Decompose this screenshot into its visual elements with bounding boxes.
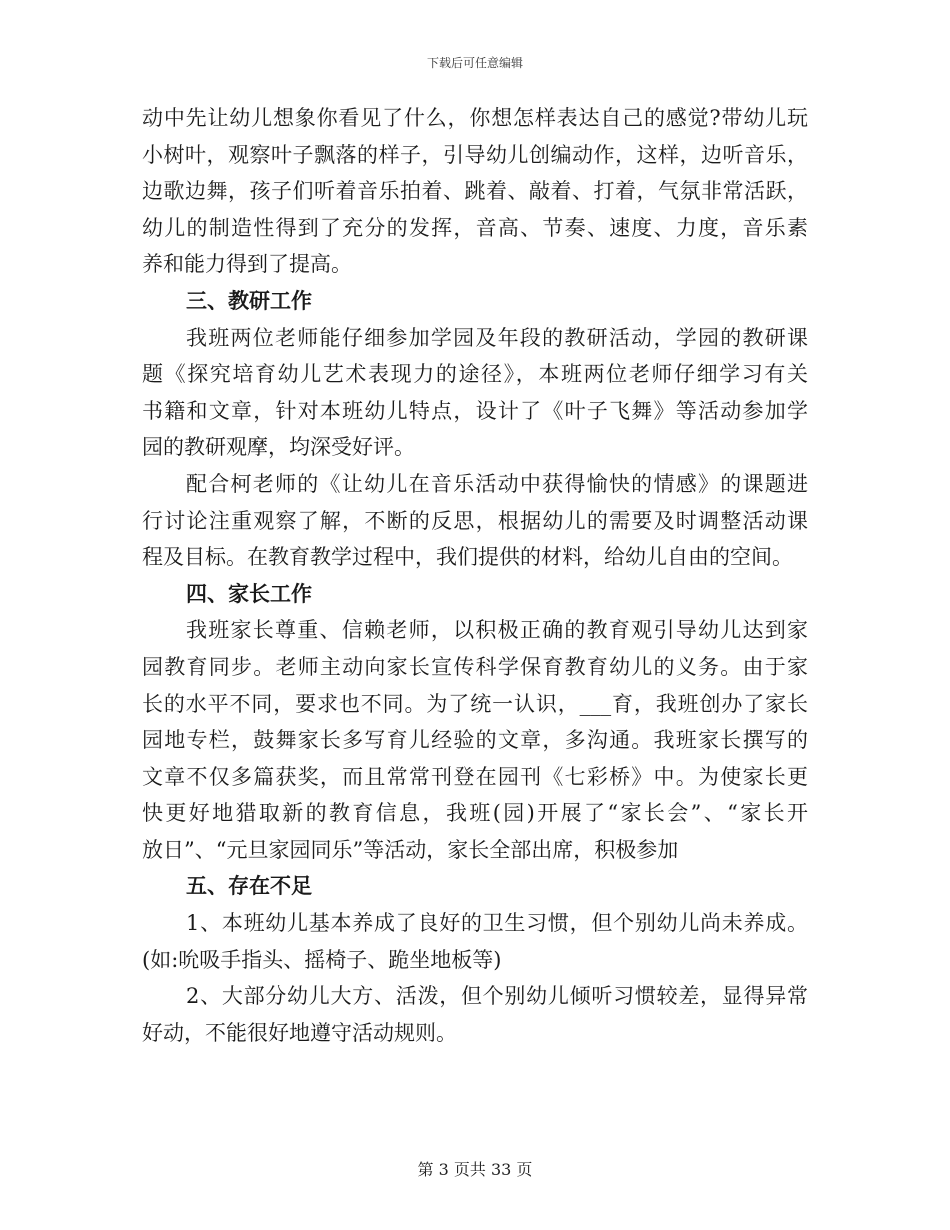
body-line: 幼儿的制造性得到了充分的发挥，音高、节奏、速度、力度，音乐素 — [142, 215, 808, 240]
body-line: 配合柯老师的《让幼儿在音乐活动中获得愉快的情感》的课题进 — [186, 471, 808, 496]
body-line: 好动，不能很好地遵守活动规则。 — [142, 1020, 457, 1045]
body-line: 题《探究培育幼儿艺术表现力的途径》，本班两位老师仔细学习有关 — [142, 362, 808, 387]
body-line: (如:吮吸手指头、摇椅子、跪坐地板等) — [142, 947, 502, 972]
body-line: 边歌边舞，孩子们听着音乐拍着、跳着、敲着、打着，气氛非常活跃， — [142, 179, 808, 204]
body-line: 我班家长尊重、信赖老师，以积极正确的教育观引导幼儿达到家 — [186, 618, 808, 643]
section-heading: 三、教研工作 — [186, 287, 312, 313]
section-heading: 五、存在不足 — [186, 873, 312, 899]
body-line: 行讨论注重观察了解，不断的反思，根据幼儿的需要及时调整活动课 — [142, 508, 808, 533]
document-body — [142, 100, 808, 1051]
body-line: 动中先让幼儿想象你看见了什么，你想怎样表达自己的感觉?带幼儿玩 — [142, 106, 808, 130]
body-line: 书籍和文章，针对本班幼儿特点，设计了《叶子飞舞》等活动参加学 — [142, 398, 808, 423]
body-line: 文章不仅多篇获奖，而且常常刊登在园刊《七彩桥》中。为使家长更 — [142, 764, 808, 789]
body-line: 园的教研观摩，均深受好评。 — [142, 435, 415, 460]
body-line: 放日”、“元旦家园同乐”等活动，家长全部出席，积极参加 — [142, 837, 679, 862]
page-number: 第 3 页共 33 页 — [417, 1160, 533, 1179]
body-line: 长的水平不同，要求也不同。为了统一认识，___育，我班创办了家长 — [142, 691, 808, 716]
page-header-note: 下载后可任意编辑 — [426, 56, 523, 70]
body-line: 园地专栏，鼓舞家长多写育儿经验的文章，多沟通。我班家长撰写的 — [142, 728, 808, 753]
body-line: 我班两位老师能仔细参加学园及年段的教研活动，学园的教研课 — [186, 325, 808, 350]
body-line: 养和能力得到了提高。 — [142, 252, 352, 277]
body-line: 1、本班幼儿基本养成了良好的卫生习惯，但个别幼儿尚未养成。 — [186, 911, 808, 936]
body-line: 小树叶，观察叶子飘落的样子，引导幼儿创编动作，这样，边听音乐， — [142, 142, 808, 167]
section-heading: 四、家长工作 — [186, 580, 312, 606]
body-line: 程及目标。在教育教学过程中，我们提供的材料，给幼儿自由的空间。 — [142, 545, 793, 570]
body-line: 快更好地猎取新的教育信息，我班(园)开展了“家长会”、“家长开 — [142, 801, 808, 826]
body-line: 2、大部分幼儿大方、活泼，但个别幼儿倾听习惯较差，显得异常 — [186, 984, 808, 1009]
body-line: 园教育同步。老师主动向家长宣传科学保育教育幼儿的义务。由于家 — [142, 654, 808, 679]
